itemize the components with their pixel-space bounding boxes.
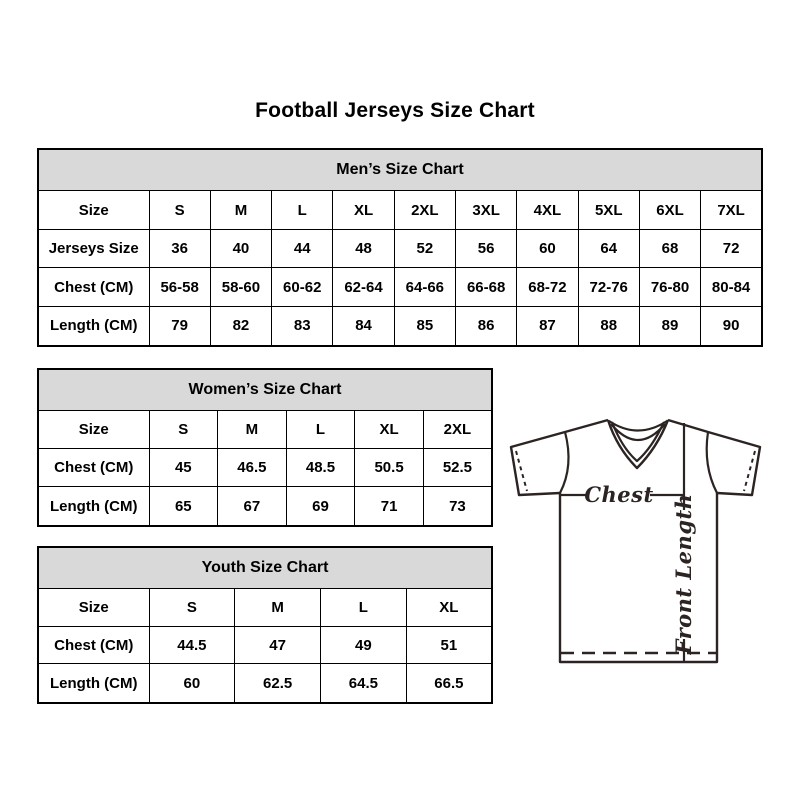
- table-title: Men’s Size Chart: [38, 149, 762, 191]
- table-cell: 48.5: [286, 449, 355, 487]
- right-armhole-seam: [707, 432, 717, 493]
- table-cell: 4XL: [517, 191, 578, 230]
- table-cell: 62-64: [333, 268, 394, 307]
- table-cell: 69: [286, 487, 355, 526]
- table-cell: 72-76: [578, 268, 639, 307]
- chest-measure-label: Chest: [584, 482, 654, 507]
- table-cell: 76-80: [639, 268, 700, 307]
- table-row: [38, 229, 762, 268]
- table-cell: S: [149, 191, 210, 230]
- row-label: Size: [38, 588, 149, 626]
- table-cell: 64.5: [321, 664, 407, 703]
- table-row: [38, 306, 762, 346]
- table-row: [38, 487, 492, 526]
- table-cell: 73: [423, 487, 492, 526]
- table-cell: 52: [394, 229, 455, 268]
- table-cell: L: [321, 588, 407, 626]
- row-label: Length (CM): [38, 487, 149, 526]
- youth-size-chart: [37, 546, 493, 704]
- womens-size-table: [37, 368, 493, 527]
- table-cell: 36: [149, 229, 210, 268]
- jersey-outline: [511, 420, 760, 662]
- table-cell: 3XL: [455, 191, 516, 230]
- row-label: Length (CM): [38, 664, 149, 703]
- womens-size-chart: [37, 368, 493, 527]
- table-header-row: [38, 547, 492, 588]
- row-label: Jerseys Size: [38, 229, 149, 268]
- table-cell: 50.5: [355, 449, 424, 487]
- table-cell: L: [272, 191, 333, 230]
- table-cell: 62.5: [235, 664, 321, 703]
- table-row: [38, 268, 762, 307]
- table-cell: M: [218, 410, 287, 448]
- table-cell: 52.5: [423, 449, 492, 487]
- row-label: Chest (CM): [38, 268, 149, 307]
- row-label: Size: [38, 191, 149, 230]
- table-cell: M: [235, 588, 321, 626]
- table-cell: 45: [149, 449, 218, 487]
- table-cell: 87: [517, 306, 578, 346]
- table-header-row: [38, 149, 762, 191]
- table-cell: 68: [639, 229, 700, 268]
- table-row: [38, 410, 492, 448]
- table-cell: 5XL: [578, 191, 639, 230]
- table-cell: 58-60: [210, 268, 271, 307]
- collar-back-curve-outer: [609, 421, 667, 431]
- table-cell: 79: [149, 306, 210, 346]
- row-label: Chest (CM): [38, 449, 149, 487]
- table-cell: 89: [639, 306, 700, 346]
- table-cell: 64: [578, 229, 639, 268]
- row-label: Size: [38, 410, 149, 448]
- row-label: Length (CM): [38, 306, 149, 346]
- table-cell: 66-68: [455, 268, 516, 307]
- table-cell: XL: [355, 410, 424, 448]
- table-cell: 60: [149, 664, 235, 703]
- table-cell: 66.5: [406, 664, 492, 703]
- table-cell: L: [286, 410, 355, 448]
- table-cell: 47: [235, 626, 321, 664]
- table-cell: 85: [394, 306, 455, 346]
- mens-size-table: [37, 148, 763, 347]
- table-cell: 82: [210, 306, 271, 346]
- table-cell: 56: [455, 229, 516, 268]
- left-armhole-seam: [560, 432, 569, 493]
- table-cell: 44.5: [149, 626, 235, 664]
- table-cell: 2XL: [423, 410, 492, 448]
- table-cell: 86: [455, 306, 516, 346]
- table-row: [38, 626, 492, 664]
- table-cell: S: [149, 410, 218, 448]
- table-cell: 83: [272, 306, 333, 346]
- table-cell: 80-84: [701, 268, 762, 307]
- table-cell: S: [149, 588, 235, 626]
- table-cell: XL: [333, 191, 394, 230]
- table-title: Youth Size Chart: [38, 547, 492, 588]
- jersey-measurement-diagram: [498, 396, 770, 680]
- table-cell: 68-72: [517, 268, 578, 307]
- page-title: Football Jerseys Size Chart: [255, 99, 535, 122]
- table-cell: XL: [406, 588, 492, 626]
- table-row: [38, 664, 492, 703]
- table-row: [38, 588, 492, 626]
- table-cell: 46.5: [218, 449, 287, 487]
- table-cell: 90: [701, 306, 762, 346]
- table-cell: 72: [701, 229, 762, 268]
- table-cell: 71: [355, 487, 424, 526]
- table-cell: 7XL: [701, 191, 762, 230]
- table-cell: 84: [333, 306, 394, 346]
- table-cell: 56-58: [149, 268, 210, 307]
- table-title: Women’s Size Chart: [38, 369, 492, 410]
- table-cell: 65: [149, 487, 218, 526]
- table-cell: 44: [272, 229, 333, 268]
- table-cell: 6XL: [639, 191, 700, 230]
- table-cell: 60-62: [272, 268, 333, 307]
- table-cell: M: [210, 191, 271, 230]
- mens-size-chart: [37, 148, 763, 347]
- table-cell: 51: [406, 626, 492, 664]
- row-label: Chest (CM): [38, 626, 149, 664]
- table-cell: 2XL: [394, 191, 455, 230]
- table-cell: 48: [333, 229, 394, 268]
- table-cell: 88: [578, 306, 639, 346]
- table-cell: 67: [218, 487, 287, 526]
- table-header-row: [38, 369, 492, 410]
- table-cell: 60: [517, 229, 578, 268]
- table-cell: 64-66: [394, 268, 455, 307]
- table-row: [38, 191, 762, 230]
- table-row: [38, 449, 492, 487]
- front-length-measure-label: Front Length: [671, 493, 696, 655]
- table-cell: 40: [210, 229, 271, 268]
- youth-size-table: [37, 546, 493, 704]
- table-cell: 49: [321, 626, 407, 664]
